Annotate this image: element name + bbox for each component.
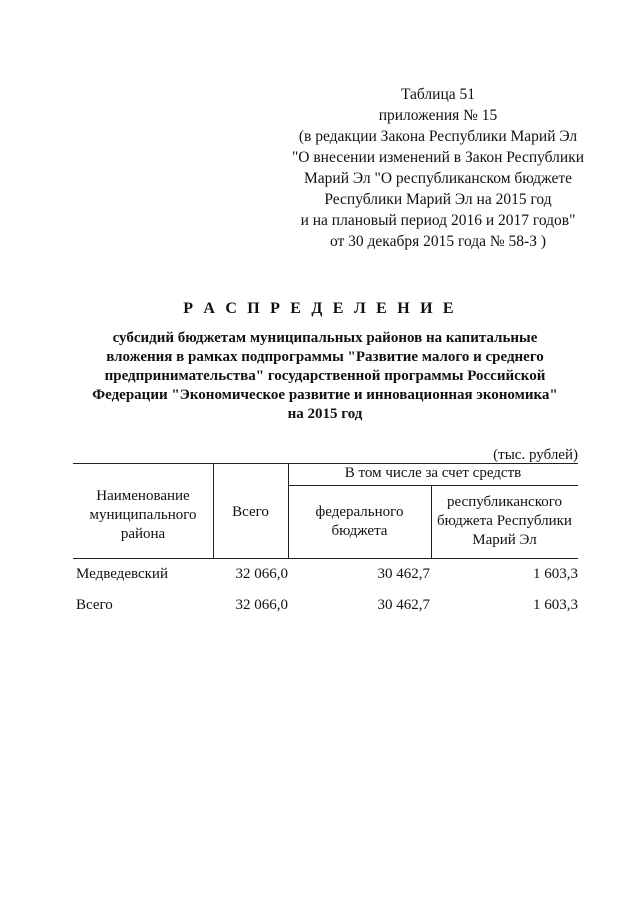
row-total: 32 066,0	[235, 566, 288, 582]
header-line: "О внесении изменений в Закон Республики	[291, 149, 585, 166]
group-divider	[288, 485, 578, 486]
table-header-bottom-border	[73, 558, 578, 559]
subtitle-line: на 2015 год	[287, 406, 363, 422]
header-line: приложения № 15	[378, 107, 498, 124]
subtitle-line: субсидий бюджетам муниципальных районов на капитальные	[112, 330, 538, 346]
header-republic: республиканского бюджета Республики Марий Эл	[437, 494, 572, 548]
subtitle-line: вложения в рамках подпрограммы "Развитие малого и среднего	[106, 349, 544, 365]
row-republic: 1 603,3	[533, 597, 578, 613]
subtitle-line: предпринимательства" государственной программы Российской	[104, 368, 546, 384]
header-line: Марий Эл "О республиканском бюджете	[303, 170, 572, 187]
units-label: (тыс. рублей)	[493, 447, 578, 463]
header-line: (в редакции Закона Республики Марий Эл	[298, 128, 578, 145]
distribution-table-header	[73, 463, 578, 559]
document-subtitle	[60, 329, 590, 424]
document-title: Р А С П Р Е Д Е Л Е Н И Е	[183, 300, 457, 317]
header-federal: федерального бюджета	[315, 504, 404, 539]
subtitle-line: Федерации "Экономическое развитие и инновационная экономика"	[92, 387, 558, 403]
header-total: Всего	[232, 504, 269, 520]
header-line: от 30 декабря 2015 года № 58-З )	[329, 233, 547, 250]
header-line: и на плановый период 2016 и 2017 годов"	[300, 212, 576, 229]
header-line: Таблица 51	[400, 86, 476, 103]
row-name: Медведевский	[76, 566, 168, 582]
document-header	[268, 84, 608, 252]
header-line: Республики Марий Эл на 2015 год	[324, 191, 552, 208]
table-row	[73, 566, 578, 588]
row-republic: 1 603,3	[533, 566, 578, 582]
row-name: Всего	[76, 597, 113, 613]
header-name: Наименование муниципального района	[89, 488, 197, 542]
row-federal: 30 462,7	[377, 566, 430, 582]
row-total: 32 066,0	[235, 597, 288, 613]
header-group: В том числе за счет средств	[344, 465, 522, 481]
table-row-total	[73, 597, 578, 619]
row-federal: 30 462,7	[377, 597, 430, 613]
